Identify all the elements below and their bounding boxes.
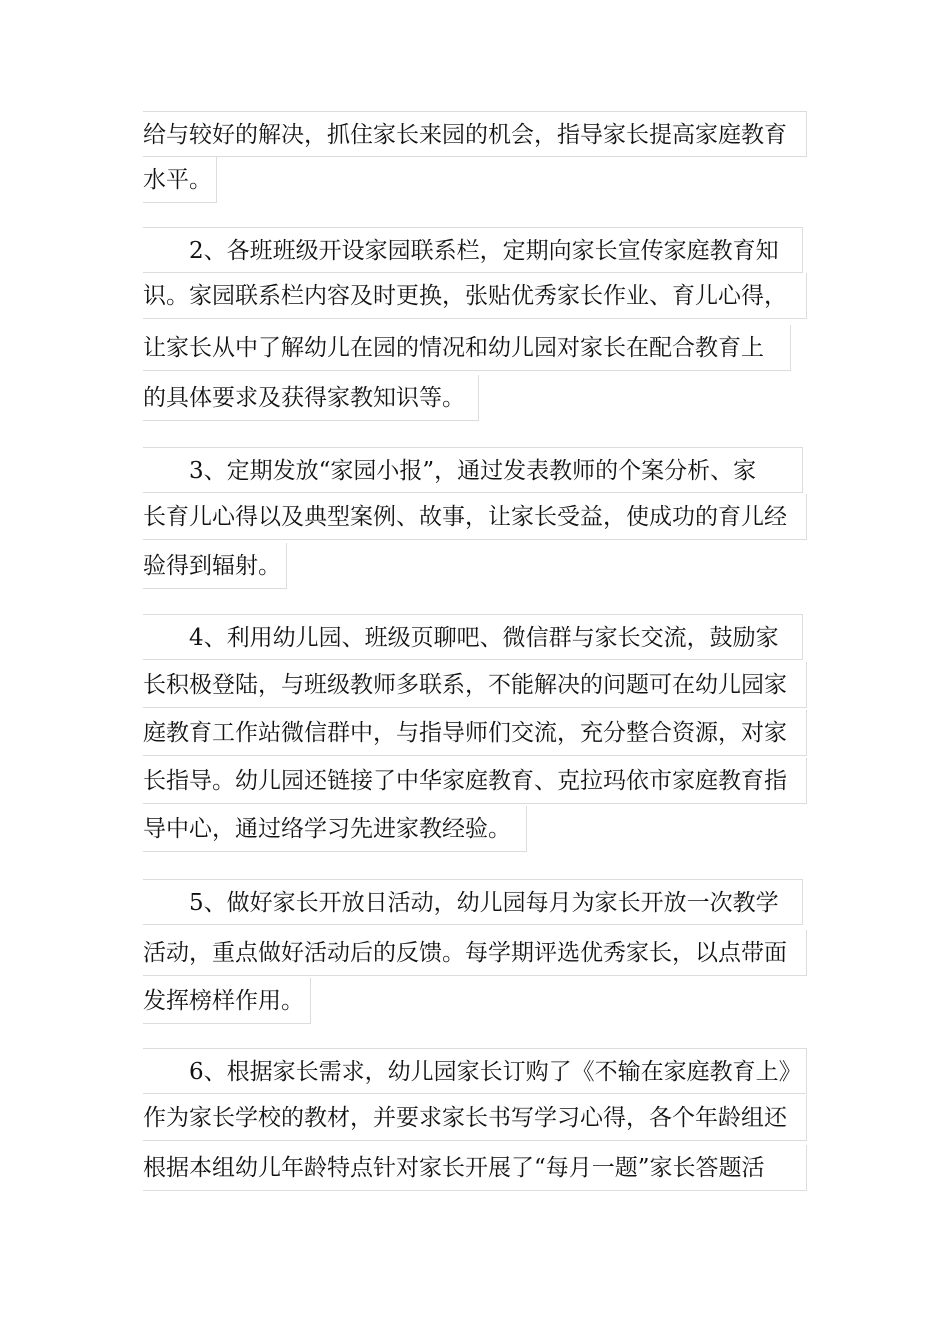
text-line: 2、各班班级开设家园联系栏，定期向家长宣传家庭教育知 (143, 227, 803, 273)
text-line: 长指导。幼儿园还链接了中华家庭教育、克拉玛依市家庭教育指 (143, 758, 807, 804)
text-line: 庭教育工作站微信群中，与指导师们交流，充分整合资源，对家 (143, 710, 807, 756)
text-line: 3、定期发放“家园小报”，通过发表教师的个案分析、家 (143, 447, 803, 493)
text-line: 水平。 (143, 157, 217, 203)
text-line: 导中心，通过络学习先进家教经验。 (143, 806, 527, 852)
text-line: 作为家长学校的教材，并要求家长书写学习心得，各个年龄组还 (143, 1095, 807, 1141)
text-line: 识。家园联系栏内容及时更换，张贴优秀家长作业、育儿心得， (143, 273, 807, 319)
text-line: 发挥榜样作用。 (143, 978, 311, 1024)
text-line: 活动，重点做好活动后的反馈。每学期评选优秀家长，以点带面 (143, 930, 807, 976)
text-line: 长积极登陆，与班级教师多联系，不能解决的问题可在幼儿园家 (143, 662, 807, 708)
text-line: 的具体要求及获得家教知识等。 (143, 375, 479, 421)
text-line: 长育儿心得以及典型案例、故事，让家长受益，使成功的育儿经 (143, 494, 807, 540)
text-line: 验得到辐射。 (143, 543, 287, 589)
text-line: 根据本组幼儿年龄特点针对家长开展了“每月一题”家长答题活 (143, 1145, 807, 1191)
text-line: 给与较好的解决，抓住家长来园的机会，指导家长提高家庭教育 (143, 111, 807, 157)
text-line: 5、做好家长开放日活动，幼儿园每月为家长开放一次教学 (143, 879, 803, 925)
text-line: 6、根据家长需求，幼儿园家长订购了《不输在家庭教育上》 (143, 1048, 807, 1094)
text-line: 让家长从中了解幼儿在园的情况和幼儿园对家长在配合教育上 (143, 325, 791, 371)
text-line: 4、利用幼儿园、班级页聊吧、微信群与家长交流，鼓励家 (143, 614, 803, 660)
